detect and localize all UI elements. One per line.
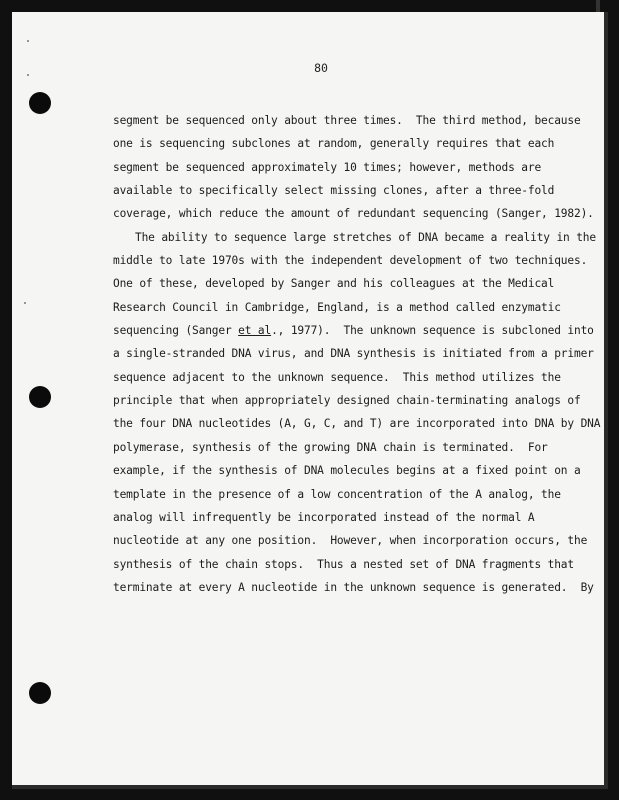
- binder-hole-top: [29, 92, 51, 114]
- text-line: synthesis of the chain stops. Thus a nested set of DNA fragments that: [113, 557, 574, 571]
- text-line: a single-stranded DNA virus, and DNA synthesis is initiated from a primer: [113, 347, 594, 361]
- text-line: Research Council in Cambridge, England, is a method called enzymatic: [113, 300, 561, 314]
- text-line: analog will infrequently be incorporated instead of the normal A: [113, 510, 535, 524]
- text-segment: sequencing (Sanger: [113, 324, 239, 338]
- text-line: One of these, developed by Sanger and his colleagues at the Medical: [113, 277, 555, 291]
- text-line: template in the presence of a low concentration of the A analog, the: [113, 487, 561, 501]
- scan-speck: [27, 40, 29, 42]
- text-line: principle that when appropriately designed chain-terminating analogs of: [113, 394, 581, 408]
- underlined-term: et al: [238, 324, 272, 338]
- text-line: The ability to sequence large stretches of DNA became a reality in the: [135, 230, 596, 244]
- text-segment: ., 1977). The unknown sequence is subcloned into: [271, 324, 594, 338]
- scan-corner-mark: [596, 0, 600, 12]
- scan-frame-edge: [12, 785, 608, 789]
- binder-hole-middle: [29, 386, 51, 408]
- text-line: sequence adjacent to the unknown sequence. This method utilizes the: [113, 370, 561, 384]
- scan-speck: [24, 302, 26, 304]
- text-line: terminate at every A nucleotide in the unknown sequence is generated. By: [113, 580, 594, 594]
- text-line: one is sequencing subclones at random, generally requires that each: [113, 137, 555, 151]
- text-line: middle to late 1970s with the independent development of two techniques.: [113, 254, 588, 268]
- text-line: coverage, which reduce the amount of redundant sequencing (Sanger, 1982).: [113, 207, 594, 221]
- scan-frame-edge: [604, 12, 608, 785]
- text-line: segment be sequenced approximately 10 times; however, methods are: [113, 160, 542, 174]
- text-line: nucleotide at any one position. However, when incorporation occurs, the: [113, 534, 588, 548]
- binder-hole-bottom: [29, 682, 51, 704]
- text-line: segment be sequenced only about three times. The third method, because: [113, 114, 581, 127]
- text-line: the four DNA nucleotides (A, G, C, and T) are incorporated into DNA by DNA: [113, 417, 601, 431]
- text-line: available to specifically select missing clones, after a three-fold: [113, 184, 555, 198]
- text-line: [113, 319, 593, 342]
- body-text: [113, 109, 601, 599]
- document-page: [12, 12, 604, 785]
- text-line: polymerase, synthesis of the growing DNA chain is terminated. For: [113, 440, 548, 454]
- text-line: example, if the synthesis of DNA molecules begins at a fixed point on a: [113, 464, 581, 478]
- page-number: 80: [314, 61, 328, 75]
